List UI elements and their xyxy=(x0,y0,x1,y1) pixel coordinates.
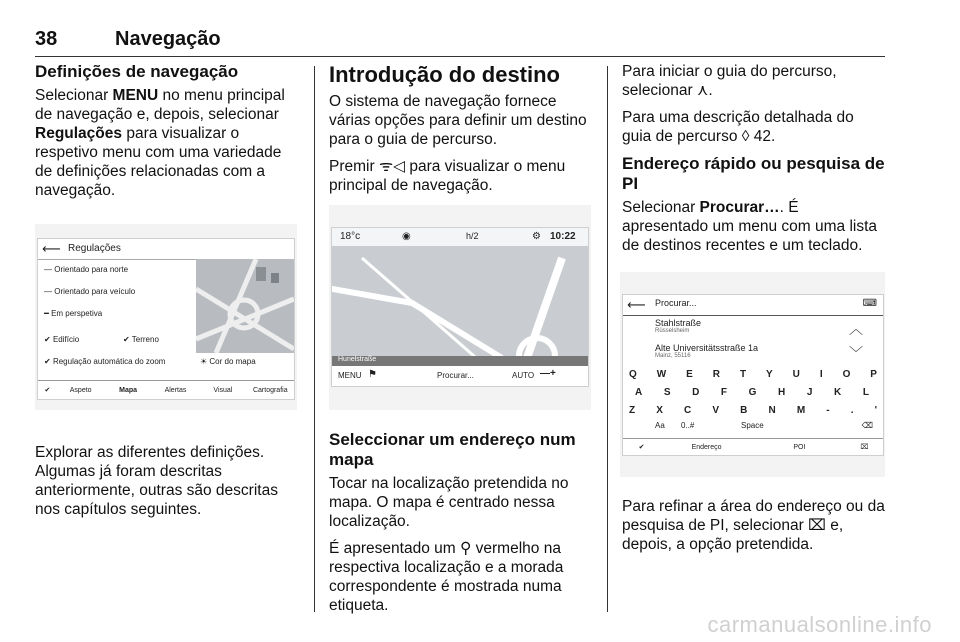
paragraph: Para uma descrição detalhada do guia de percurso ◊ 42. xyxy=(622,109,854,145)
back-arrow-icon: ⟵ xyxy=(42,241,61,256)
zoom-controls-icon[interactable]: —+ xyxy=(540,368,556,379)
menu-button[interactable]: MENU xyxy=(338,371,362,380)
case-toggle-button[interactable]: Aa xyxy=(655,421,665,430)
search-input[interactable]: Procurar... xyxy=(655,298,697,308)
paragraph: Premir ᯤ◁ para visualizar o menu principal de navegação. xyxy=(329,158,566,194)
checkbox-autozoom[interactable]: ✔ Regulação automática do zoom xyxy=(44,357,166,366)
column-3 xyxy=(622,62,887,263)
map-screenshot xyxy=(329,205,591,410)
checkbox-buildings[interactable]: ✔ Edifício xyxy=(44,335,80,344)
tab-poi[interactable]: POI xyxy=(793,443,806,451)
result-item[interactable]: Stahlstraße Rüsselsheim xyxy=(655,318,702,334)
tab-visual[interactable]: Visual xyxy=(213,386,233,394)
tab-aspect[interactable]: Aspeto xyxy=(69,386,92,394)
paragraph: Tocar na localização pretendida no mapa. O mapa é centrado nessa localização. xyxy=(329,475,569,530)
checkbox-terrain[interactable]: ✔ Terreno xyxy=(123,335,159,344)
section-heading: Endereço rápido ou pesquisa de PI xyxy=(622,154,885,193)
option-perspective[interactable]: ━ Em perspetiva xyxy=(44,309,103,318)
page-header xyxy=(35,28,885,57)
watermark: carmanualsonline.info xyxy=(707,612,932,637)
column-3-bottom xyxy=(622,497,890,562)
pin-icon: ⚲ xyxy=(459,540,472,557)
keyboard-icon[interactable]: ⌨ xyxy=(862,298,877,309)
screen-title: Regulações xyxy=(68,243,121,254)
paragraph: Para refinar a área do endereço ou da pesquisa de PI, selecionar ⌧ e, depois, a opção pretendida. xyxy=(622,498,885,553)
chevron-up-icon[interactable]: ︿ xyxy=(849,321,863,337)
option-vehicle[interactable]: — Orientado para veículo xyxy=(44,287,136,296)
settings-screenshot xyxy=(35,224,297,410)
chapter-title: Navegação xyxy=(115,28,221,50)
keyboard-row-2[interactable]: A S D F G H J K L xyxy=(635,387,869,398)
paragraph: Para iniciar o guia do percurso, selecionar ⋏. xyxy=(622,63,837,99)
keyboard-row-3[interactable]: Z X C V B N M - . ' xyxy=(629,405,877,416)
chevron-down-icon[interactable]: ﹀ xyxy=(849,345,863,361)
paragraph: O sistema de navegação fornece várias opções para definir um destino para o guia de percurso. xyxy=(329,93,587,148)
tab-alerts[interactable]: Alertas xyxy=(164,386,187,394)
section-heading: Definições de navegação xyxy=(35,62,239,81)
column-divider xyxy=(607,66,608,612)
paragraph: Selecionar Procurar…. É apresentado um menu com uma lista de destinos recentes e um teclado. xyxy=(622,199,878,254)
section-heading: Introdução do destino xyxy=(329,62,560,87)
paragraph: Explorar as diferentes definições. Algumas já foram descritas anteriormente, outras são descritas nos capítulos seguintes. xyxy=(35,444,278,518)
filter-icon[interactable]: ⌧ xyxy=(860,444,869,451)
keyboard-row-1[interactable]: Q W E R T Y U I O P xyxy=(629,369,877,380)
search-button[interactable]: Procurar... xyxy=(437,371,474,380)
tab-map[interactable]: Mapa xyxy=(119,386,138,394)
gear-icon[interactable]: ⚙ xyxy=(532,231,541,242)
nav-icon: ᯤ◁ xyxy=(378,158,406,175)
day-mode-button[interactable]: ☀ Cor do mapa xyxy=(200,357,256,366)
column-divider xyxy=(314,66,315,612)
back-arrow-icon[interactable]: ⟵ xyxy=(627,297,646,312)
column-1-bottom xyxy=(35,443,300,527)
space-key[interactable]: Space xyxy=(741,421,764,430)
map-thumbnail xyxy=(196,259,294,353)
auto-zoom-button[interactable]: AUTO xyxy=(512,371,535,380)
flag-icon[interactable]: ⚑ xyxy=(368,369,377,380)
clock: 10:22 xyxy=(550,231,576,242)
tab-address[interactable]: Endereço xyxy=(691,443,722,451)
result-item[interactable]: Alte Universitätsstraße 1a Mainz, 55116 xyxy=(655,343,759,359)
confirm-icon[interactable]: ✔ xyxy=(638,444,645,451)
symbols-button[interactable]: 0..# xyxy=(681,421,695,430)
compass-icon[interactable]: ◉ xyxy=(402,231,411,242)
paragraph: É apresentado um ⚲ vermelho na respectiva localização e a morada correspondente é mostrada numa etiqueta. xyxy=(329,540,564,614)
filter-icon: ⌧ xyxy=(808,517,826,534)
map-scale: h/2 xyxy=(466,231,479,241)
start-guidance-icon: ⋏ xyxy=(696,82,709,99)
page-number: 38 xyxy=(35,28,58,50)
search-screenshot xyxy=(620,272,885,477)
backspace-icon[interactable]: ⌫ xyxy=(861,421,873,430)
column-2 xyxy=(329,62,594,203)
street-label: Hunelstraße xyxy=(338,356,377,363)
tab-cartography[interactable]: Cartografia xyxy=(252,386,288,394)
paragraph: Selecionar MENU no menu principal de navegação e, depois, selecionar Regulações para visualizar o respetivo menu com uma variedade de definições relacionadas com a navegação. xyxy=(35,87,285,199)
option-north[interactable]: — Orientado para norte xyxy=(44,265,129,274)
temperature: 18°c xyxy=(340,231,361,242)
page-reference: ◊ 42 xyxy=(741,128,771,145)
confirm-icon[interactable]: ✔ xyxy=(44,387,51,394)
column-1 xyxy=(35,62,300,208)
subsection-heading: Seleccionar um endereço num mapa xyxy=(329,430,576,469)
column-2-bottom xyxy=(329,430,594,623)
